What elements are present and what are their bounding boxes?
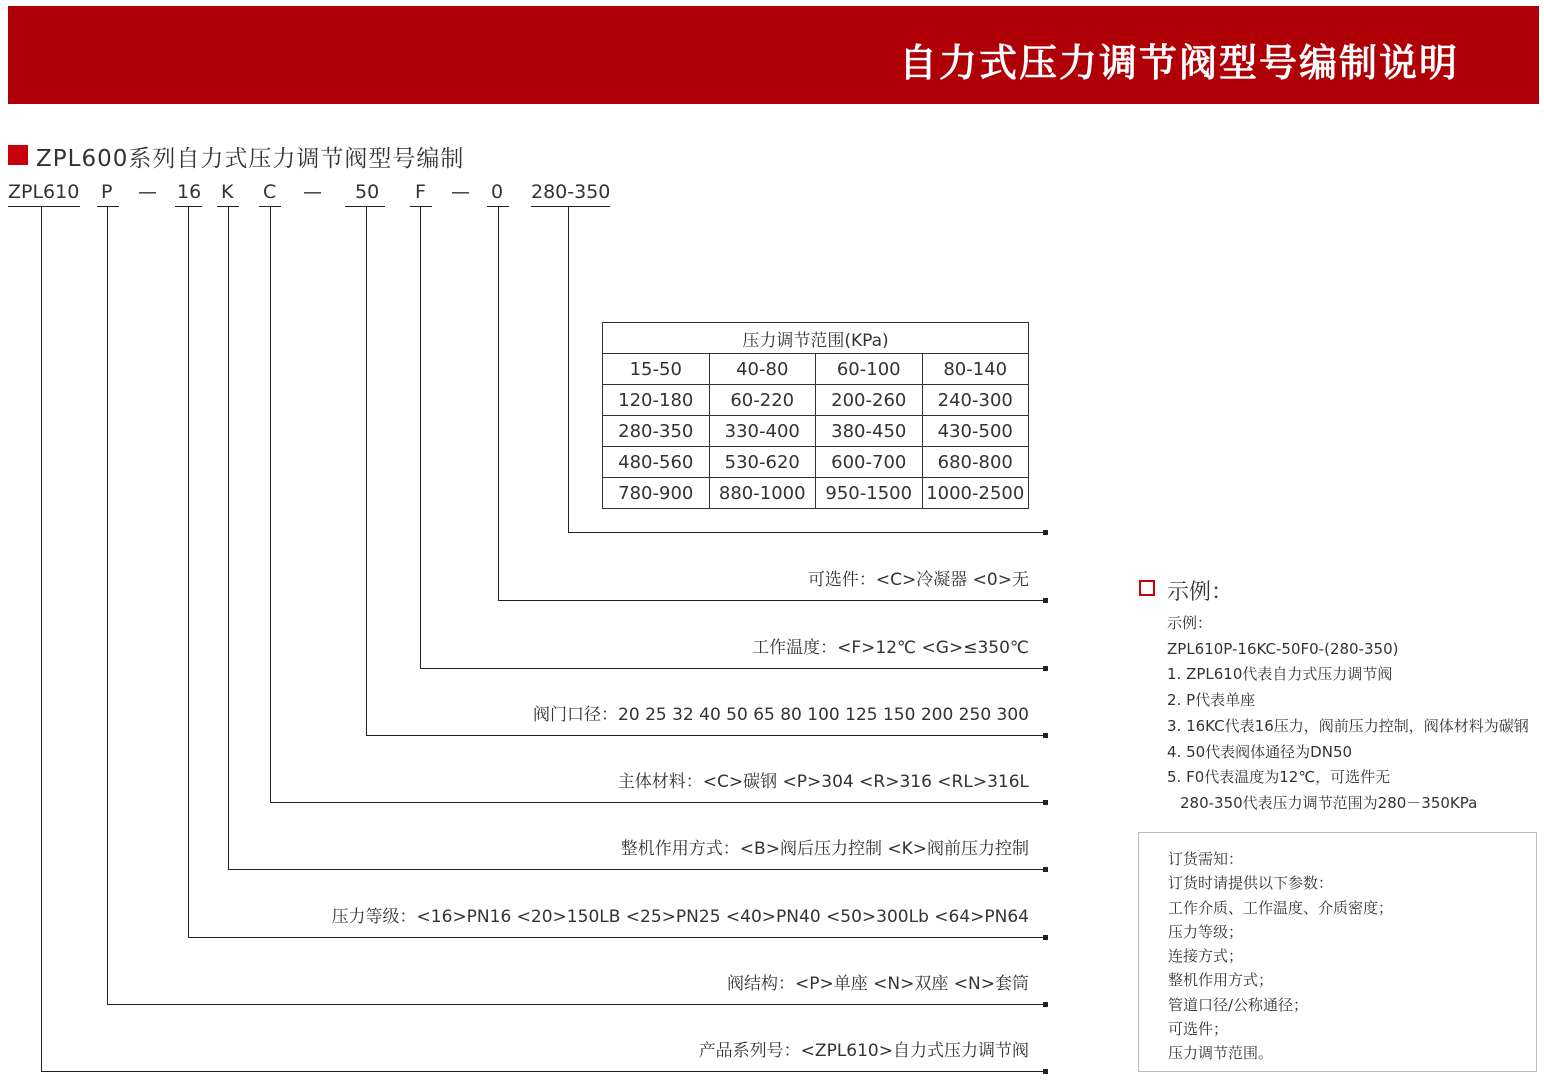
table-cell: 40-80 <box>709 354 816 385</box>
desc-structure: 阀结构：<P>单座 <N>双座 <N>套筒 <box>727 974 1029 994</box>
leader-line-h <box>107 1004 1046 1005</box>
desc-series: 产品系列号：<ZPL610>自力式压力调节阀 <box>698 1041 1029 1061</box>
example-line: 示例： <box>1167 614 1213 632</box>
leader-end-dot <box>1043 1002 1048 1007</box>
example-line: ZPL610P-16KC-50F0-(280-350) <box>1167 639 1399 658</box>
example-line: 3. 16KC代表16压力，阀前压力控制，阀体材料为碳钢 <box>1167 716 1529 735</box>
code-underline <box>345 206 385 207</box>
leader-line-h <box>41 1071 1046 1072</box>
table-cell: 200-260 <box>816 385 923 416</box>
table-cell: 1000-2500 <box>922 478 1029 509</box>
section-title: ZPL600系列自力式压力调节阀型号编制 <box>36 146 465 172</box>
code-part-structure: P <box>101 181 113 203</box>
leader-line-h <box>270 802 1046 803</box>
desc-option: 可选件：<C>冷凝器 <0>无 <box>807 570 1029 590</box>
table-cell: 680-800 <box>922 447 1029 478</box>
leader-line-option <box>498 207 499 601</box>
desc-diameter: 阀门口径：20 25 32 40 50 65 80 100 125 150 200 250 300 <box>533 705 1029 725</box>
example-line: 2. P代表单座 <box>1167 691 1256 710</box>
code-part-option: 0 <box>491 181 504 203</box>
leader-line-structure <box>107 207 108 1005</box>
order-note-line: 连接方式； <box>1168 947 1244 966</box>
order-note-line: 订货需知： <box>1168 850 1244 868</box>
leader-line-action <box>228 207 229 870</box>
leader-line-pressure <box>188 207 189 938</box>
code-underline <box>97 206 119 207</box>
table-cell: 60-220 <box>709 385 816 416</box>
desc-pressure: 压力等级：<16>PN16 <20>150LB <25>PN25 <40>PN40 <50>300Lb <64>PN64 <box>331 907 1029 927</box>
pressure-table-title: 压力调节范围(KPa) <box>603 323 1029 354</box>
leader-line-h <box>568 532 1046 533</box>
leader-line-h <box>228 869 1046 870</box>
table-cell: 950-1500 <box>816 478 923 509</box>
table-cell: 480-560 <box>603 447 710 478</box>
table-cell: 430-500 <box>922 416 1029 447</box>
example-line: 5. F0代表温度为12℃，可选件无 <box>1167 768 1391 787</box>
table-cell: 120-180 <box>603 385 710 416</box>
leader-end-dot <box>1043 935 1048 940</box>
leader-end-dot <box>1043 733 1048 738</box>
code-underline <box>531 206 610 207</box>
code-part-dash-1: — <box>138 181 157 203</box>
leader-line-material <box>270 207 271 803</box>
code-underline <box>8 206 80 207</box>
code-part-dash-2: — <box>303 181 322 203</box>
leader-line-temperature <box>420 207 421 669</box>
leader-line-h <box>188 937 1046 938</box>
leader-end-dot <box>1043 1069 1048 1074</box>
code-part-range: 280-350 <box>531 181 611 203</box>
order-notes-box <box>1138 832 1537 1072</box>
leader-line-h <box>498 600 1046 601</box>
desc-action: 整机作用方式：<B>阀后压力控制 <K>阀前压力控制 <box>620 839 1029 859</box>
desc-material: 主体材料：<C>碳钢 <P>304 <R>316 <RL>316L <box>617 772 1029 792</box>
leader-end-dot <box>1043 867 1048 872</box>
leader-line-h <box>420 668 1046 669</box>
leader-line-h <box>366 735 1046 736</box>
example-lines <box>1167 611 1529 817</box>
table-cell: 60-100 <box>816 354 923 385</box>
code-part-series: ZPL610 <box>8 181 80 203</box>
leader-end-dot <box>1043 666 1048 671</box>
example-line: 280-350代表压力调节范围为280－350KPa <box>1180 793 1478 812</box>
order-notes-lines <box>1168 847 1393 1066</box>
leader-line-series <box>41 207 42 1072</box>
code-part-material: C <box>263 181 277 203</box>
section-marker <box>8 145 28 165</box>
table-cell: 600-700 <box>816 447 923 478</box>
table-cell: 280-350 <box>603 416 710 447</box>
table-cell: 530-620 <box>709 447 816 478</box>
example-line: 4. 50代表阀体通径为DN50 <box>1167 742 1353 761</box>
order-note-line: 整机作用方式； <box>1168 971 1274 990</box>
table-cell: 330-400 <box>709 416 816 447</box>
page-title: 自力式压力调节阀型号编制说明 <box>898 41 1459 85</box>
table-cell: 780-900 <box>603 478 710 509</box>
order-note-line: 压力等级； <box>1168 922 1244 941</box>
leader-end-dot <box>1043 800 1048 805</box>
table-cell: 880-1000 <box>709 478 816 509</box>
order-note-line: 管道口径/公称通径； <box>1168 995 1309 1014</box>
pressure-range-table <box>602 322 1029 509</box>
table-cell: 80-140 <box>922 354 1029 385</box>
order-note-line: 订货时请提供以下参数： <box>1168 874 1334 893</box>
desc-temperature: 工作温度：<F>12℃ <G>≤350℃ <box>752 638 1029 658</box>
code-part-dash-3: — <box>451 181 470 203</box>
example-line: 1. ZPL610代表自力式压力调节阀 <box>1167 665 1393 684</box>
leader-line-range <box>568 207 569 533</box>
order-note-line: 可选件； <box>1168 1020 1229 1039</box>
table-cell: 380-450 <box>816 416 923 447</box>
example-marker <box>1139 580 1155 596</box>
code-part-diameter: 50 <box>355 181 380 203</box>
order-note-line: 压力调节范围。 <box>1168 1044 1274 1063</box>
leader-end-dot <box>1043 530 1048 535</box>
order-note-line: 工作介质、工作温度、介质密度； <box>1168 898 1394 917</box>
code-part-action: K <box>221 181 234 203</box>
leader-line-diameter <box>366 207 367 736</box>
leader-end-dot <box>1043 598 1048 603</box>
table-cell: 15-50 <box>603 354 710 385</box>
example-heading: 示例： <box>1167 580 1234 605</box>
code-part-pressure: 16 <box>177 181 202 203</box>
code-part-temperature: F <box>415 181 426 203</box>
code-underline <box>410 206 432 207</box>
header-banner <box>8 6 1539 104</box>
table-cell: 240-300 <box>922 385 1029 416</box>
